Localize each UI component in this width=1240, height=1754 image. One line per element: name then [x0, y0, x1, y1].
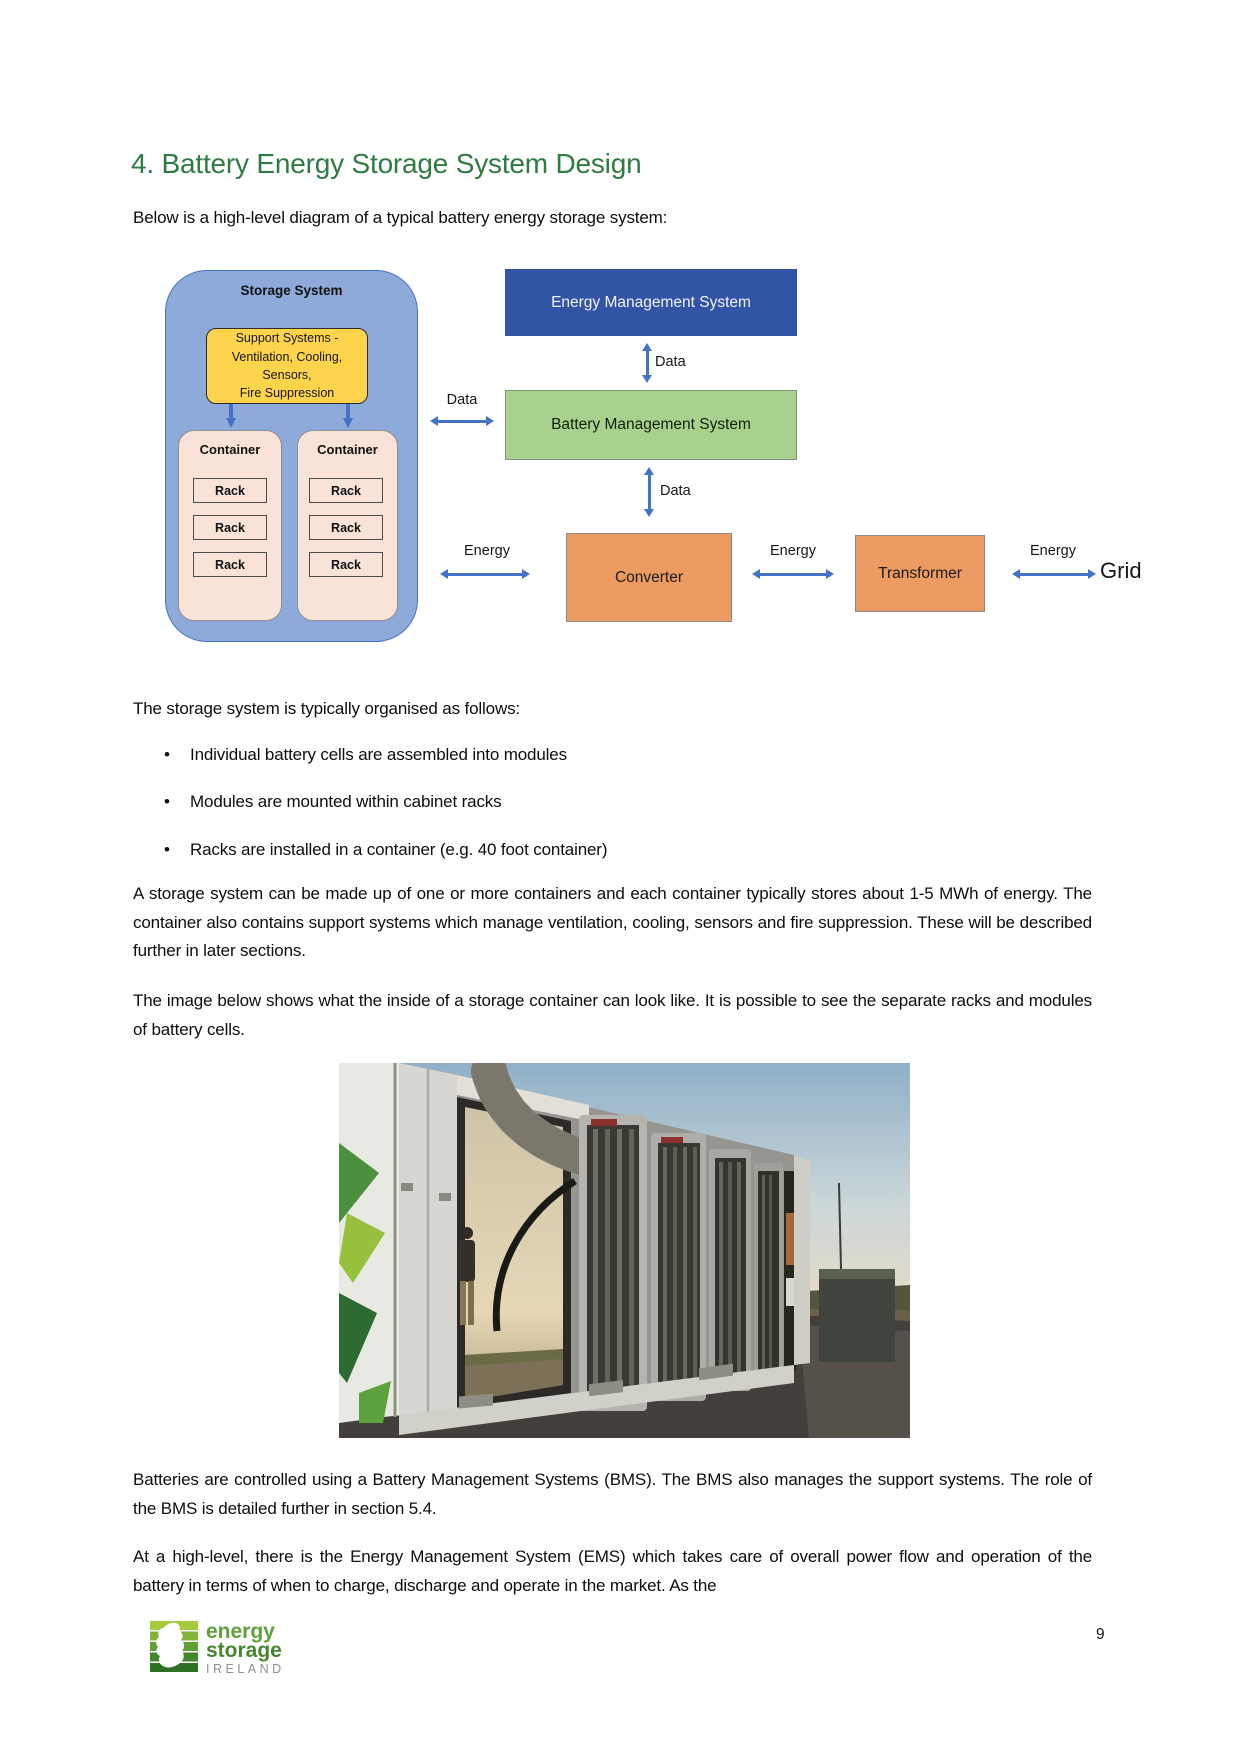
rack-box: Rack	[309, 478, 383, 503]
converter-box: Converter	[566, 533, 732, 622]
rack-box: Rack	[193, 552, 267, 577]
bullet-item	[133, 836, 1033, 865]
double-arrow-icon	[648, 475, 651, 509]
energy-flow-label: Energy	[770, 543, 816, 559]
down-arrow-icon	[346, 404, 350, 419]
double-arrow-icon	[448, 573, 522, 576]
data-flow-label: Data	[660, 483, 691, 499]
organised-intro: The storage system is typically organised as follows:	[133, 699, 520, 718]
bullet-item	[133, 741, 1033, 770]
data-flow-label: Data	[655, 354, 686, 370]
bullet-item	[133, 788, 1033, 817]
container-photo	[339, 1063, 910, 1438]
grid-label: Grid	[1100, 558, 1142, 583]
paragraph-containers: A storage system can be made up of one or more containers and each container typically stores about 1-5 MWh of energy. The container also contains support systems which manage ventilation, cooling, sensors and fire suppression. These will be described further in later sections.	[133, 884, 1092, 960]
logo-word-energy: energy	[206, 1620, 275, 1643]
page-number: 9	[1096, 1626, 1105, 1643]
paragraph-image-intro: The image below shows what the inside of a storage container can look like. It is possible to see the separate racks and modules of battery cells.	[133, 991, 1092, 1039]
rack-box: Rack	[309, 515, 383, 540]
support-line: Ventilation, Cooling,	[231, 349, 343, 364]
transformer-box: Transformer	[855, 535, 985, 612]
bullet-text: Individual battery cells are assembled into modules	[190, 745, 567, 764]
paragraph-bms: Batteries are controlled using a Battery Management Systems (BMS). The BMS also manages the support systems. The role of the BMS is detailed further in section 5.4.	[133, 1470, 1092, 1518]
down-arrow-icon	[229, 404, 233, 419]
energy-flow-label: Energy	[1030, 543, 1076, 559]
bms-box: Battery Management System	[505, 390, 797, 460]
double-arrow-icon	[1020, 573, 1088, 576]
container-label: Container	[317, 442, 378, 457]
rack-box: Rack	[193, 515, 267, 540]
double-arrow-icon	[438, 420, 486, 423]
energy-flow-label: Energy	[464, 543, 510, 559]
support-line: Support Systems -	[235, 331, 339, 346]
container-label: Container	[199, 442, 261, 457]
bullet-icon: •	[164, 745, 170, 764]
esi-logo-icon	[150, 1621, 198, 1673]
rack-box: Rack	[309, 552, 383, 577]
support-line: Fire Suppression	[239, 386, 335, 401]
logo-word-storage: storage	[206, 1639, 282, 1662]
esi-logo	[150, 1621, 285, 1677]
rack-box: Rack	[193, 478, 267, 503]
page-title: 4. Battery Energy Storage System Design	[131, 148, 642, 179]
double-arrow-icon	[646, 351, 649, 375]
bullet-text: Modules are mounted within cabinet racks	[190, 792, 502, 811]
support-line: Sensors,	[262, 368, 312, 382]
bullet-icon: •	[164, 840, 170, 859]
paragraph-ems: At a high-level, there is the Energy Management System (EMS) which takes care of overall power flow and operation of the battery in terms of when to charge, discharge and operate in the market. As the	[133, 1547, 1092, 1595]
intro-line: Below is a high-level diagram of a typical battery energy storage system:	[133, 208, 668, 227]
storage-system-label: Storage System	[240, 283, 343, 298]
bullet-text: Racks are installed in a container (e.g. 40 foot container)	[190, 840, 608, 859]
container-photo-illustration	[339, 1063, 910, 1438]
double-arrow-icon	[760, 573, 826, 576]
data-flow-label: Data	[446, 392, 478, 408]
ems-box: Energy Management System	[505, 269, 797, 336]
logo-word-ireland: IRELAND	[206, 1662, 285, 1676]
support-systems-box	[206, 328, 368, 404]
bullet-icon: •	[164, 792, 170, 811]
